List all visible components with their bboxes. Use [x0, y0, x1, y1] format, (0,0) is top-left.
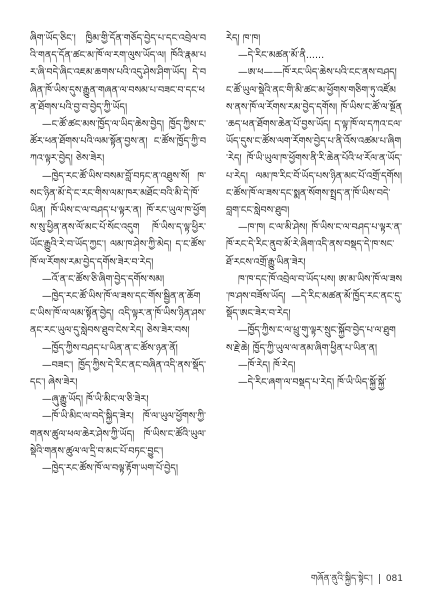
paragraph: —ཁ་ཁ། ང་ལ་མི་ཤེས། ཁོ་ཡིས་ང་ལ་བཤད་པ་ལྟར་ན་ཁོ་རང་དེ་རིང་ནུབ་མོ་རེ་ཞིག་འདི་ནས་བསྡད་དེ་ཁ་སང་ཐོ་རངས་འགྲོ་རྒྱུ་ཡིན་ཟེར། — [226, 222, 402, 268]
paragraph: ཁ་ཁ་དང་ཁོ་འབྲེལ་བ་ཡོད་པས། ཨ་མ་ཡིས་ཁོ་ལ་ཟས་ཁ་ཤས་བཟོས་ཡོད། —དེ་རིང་མཚན་མོ་ཁྱོད་རང་ནང་དུ་སྡོད་ཨང་ཟེར་བ་རེད། — [226, 273, 402, 320]
paragraph: རེད། ཁ་ཁ། — [226, 33, 261, 44]
paragraph: —ཞུ་རྒྱུ་ཡོད། ཁོ་ཡི་མིང་ལ་ཅི་ཟེར། — [42, 394, 149, 406]
paragraph: —ཁོ་ཡི་མིང་ལ་བདེ་སྐྱིད་ཟེར། ཁོ་ལ་ཡུལ་ཕྱོགས་ཀྱི་གནས་ཚུལ་ཕལ་ཆེར་ཤེས་ཀྱི་ཡོད། ཁོ་ཡིས་ང་ཚོའི་ཡུལ་སྡེའི་གནས་ཚུལ་ལ་དྲི་བ་མང་པོ་བཏང་བྱུང་། — [30, 411, 206, 457]
paragraph: ཞིག་ཡོད་ཅིང་། ཁྱིམ་གྱི་དོན་གཅོད་བྱེད་པ་དང་འབྲེལ་བའི་གནད་དོན་ཚང་མ་ཁོ་ལ་རག་ལུས་ཡོད་ལ། ཁོའི་རྣམ་པར་ཞི་བདེ་ཞིང་འཇམ་ཆགས་པའི་འདུ་ཤེས་ཤིག་ཡོད། དེ་བཞིན་ཁོ་ཡིས་དུས་རྒྱུན་གཞན་ལ་བསམ་པ་བཟང་བ་དང་ཕན་ཐོགས་པའི་བྱ་བ་བྱེད་ཀྱི་ཡོད། — [30, 33, 206, 113]
paragraph: —དེ་རིང་མཚན་མོ་ནི...... — [238, 50, 325, 62]
paragraph: —ང་ཚོ་ཚང་མས་ཁྱོད་ལ་ཡིད་ཆེས་བྱེད། ཁྱོད་ཀྱིས་ང་ཚོར་ཕན་ཐོགས་པའི་ལམ་སྟོན་བྱས་ན། ང་ཚོས་ཁྱོད་ཀྱི་བཀའ་ལྟར་བྱེད། ཅེས་ཟེར། — [30, 119, 206, 165]
paragraph: —ཁོ་རེད། ཁོ་རེད། — [238, 359, 296, 371]
paragraph: —ཨ་ཕ——ཁོ་རང་ཡིད་ཆེས་པའི་ངང་ནས་བཤད། ང་ཚོ་ཡུལ་སྡེའི་ནང་གི་མི་ཚང་མ་ཕྱོགས་གཅིག་ཏུ་འཛོམས་ནས་ཁོ་ལ་རོགས་རམ་བྱེད་དགོས། ཁོ་ཡིས་ང་ཚོ་ལ་སྔོན་ཆད་ཕན་ཐོགས་ཆེན་པོ་བྱས་ཡོད། ད་ལྟ་ཁོ་ལ་དཀའ་ངལ་ཡོད་དུས་ང་ཚོས་ལག་རོགས་བྱེད་པ་ནི་འོས་འཚམ་པ་ཞིག་རེད། ཁོ་ཡི་ཡུལ་ཁ་ཕྱོགས་ནི་རི་ཆེན་པོའི་ཕ་རོལ་ན་ཡོད་པ་རེད། ལམ་ཁ་རིང་བོ་ཡོད་པས་ཉིན་མང་པོ་འགྲོ་དགོས། ང་ཚོས་ཁོ་ལ་ཟས་དང་སྨན་སོགས་སྤྲད་ན་ཁོ་ཡིས་བདེ་བླག་ངང་སླེབས་ཐུབ། — [226, 67, 402, 217]
running-title: གཞོན་ནུའི་སྐྱིད་སྟེང་། — [310, 574, 373, 584]
right-column — [226, 30, 402, 391]
paragraph: —ཁྱེད་རང་ཚོ་ཡིས་བསམ་བློ་བཏང་ན་འཐུས་སོ། ཁ་སང་ཉིན་མོ་དེ་ང་རང་གིས་ལམ་ཁར་མཐོང་བའི་མི་དེ་ཁོ་ཡིན། ཁོ་ཡིས་ང་ལ་བཤད་པ་ལྟར་ན། ཁོ་རང་ཡུལ་ཁ་ཕྱོགས་སུ་ཕྱིན་ནས་ལོ་མང་པོ་སོང་འདུག ཁོ་ཡིས་ད་ལྟ་ཕྱིར་ཡོང་རྒྱུའི་རེ་བ་ཡོད་ཀྱང་། ལམ་ཁ་ཤེས་ཀྱི་མེད། ད་ང་ཚོས་ཁོ་ལ་རོགས་རམ་བྱེད་དགོས་ཟེར་བ་རེད། — [30, 170, 206, 268]
paragraph: —དེ་རིང་ཞག་ལ་བསྡད་པ་རེད། ཁོ་ཡི་ཡིད་སྐྱོ་སྐྱོ་ — [238, 377, 387, 389]
paragraph: —འོ་ན་ང་ཚོས་ཅི་ཞིག་བྱེད་དགོས་སམ། — [42, 273, 165, 285]
paragraph: —ཁྱེད་རང་ཚོས་ཁོ་ལ་བལྟ་རྟོག་ཡག་པོ་བྱེད། — [42, 463, 178, 475]
paragraph: —ཁྱོད་ཀྱིས་ང་ལ་ཕྲུ་གུ་ལྟར་སྲུང་སྐྱོབ་བྱེད་པ་ལ་ཐུགས་རྗེ་ཆེ། ཁྱོད་ཀྱི་ཡུལ་ལ་ནམ་ཞིག་ཕྱིན་པ་ཡིན་ན། — [226, 325, 396, 354]
page-number: 081 — [385, 574, 403, 584]
paragraph: —ཁྱོད་ཀྱིས་བཤད་པ་ཡིན་ན་ང་ཚོས་ཉན་ནོ། — [42, 342, 178, 354]
left-column — [30, 30, 206, 477]
paragraph: —བཟང་། ཁྱོད་ཀྱིས་དེ་རིང་ནང་བཞིན་འདི་ནས་སྡོད་དང་། ཞེས་ཟེར། — [30, 359, 206, 389]
paragraph: —ཁྱེད་རང་ཚོ་ཡིས་ཁོ་ལ་ཟས་དང་གོས་སྦྱིན་ན་ཆོག ང་ཡིས་ཁོ་ལ་ལམ་སྟོན་བྱེད། འདི་ལྟར་ན་ཁོ་ཡིས་ཉིན་ཤས་ནང་རང་ཡུལ་དུ་སླེབས་ཐུབ་ངེས་རེད། ཅེས་ཟེར་བས། — [30, 291, 206, 337]
footer-divider — [379, 574, 380, 584]
page-footer — [311, 573, 403, 585]
